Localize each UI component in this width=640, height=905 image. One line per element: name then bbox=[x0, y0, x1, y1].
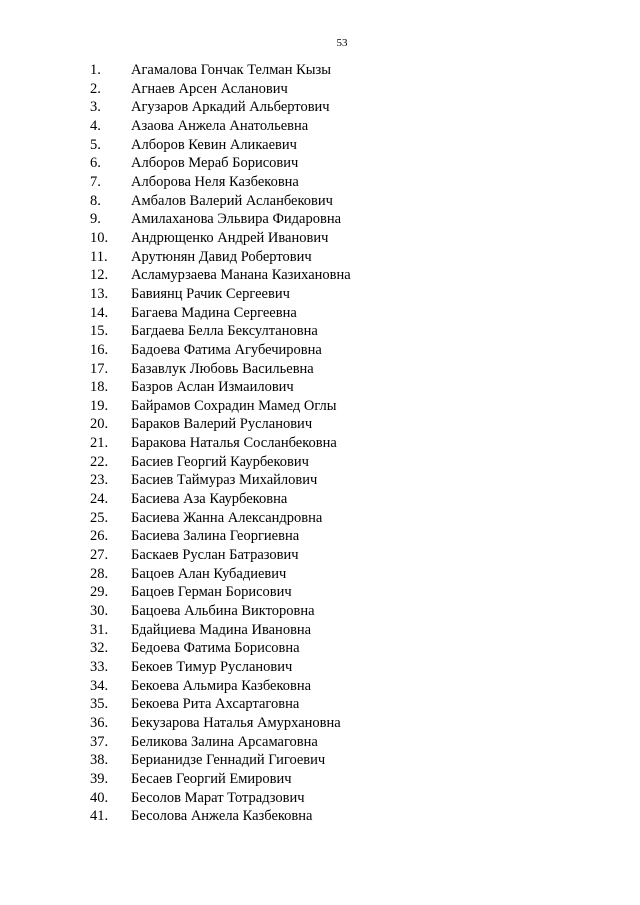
list-item-name: Берианидзе Геннадий Гигоевич bbox=[131, 752, 326, 769]
list-item bbox=[0, 509, 640, 528]
list-item bbox=[0, 677, 640, 696]
list-item-number: 13. bbox=[90, 285, 109, 302]
list-item bbox=[0, 415, 640, 434]
list-item bbox=[0, 192, 640, 211]
list-item-name: Басиева Залина Георгиевна bbox=[131, 528, 300, 545]
list-item bbox=[0, 565, 640, 584]
list-item-name: Бекузарова Наталья Амурхановна bbox=[131, 714, 341, 731]
list-item-name: Байрамов Сохрадин Мамед Оглы bbox=[131, 397, 337, 414]
list-item bbox=[0, 210, 640, 229]
list-item bbox=[0, 98, 640, 117]
list-item bbox=[0, 341, 640, 360]
list-item-name: Андрющенко Андрей Иванович bbox=[131, 229, 329, 246]
list-item-number: 5. bbox=[90, 136, 101, 153]
list-item-name: Басиева Аза Каурбековна bbox=[131, 491, 288, 508]
list-item-number: 18. bbox=[90, 379, 109, 396]
list-item-number: 32. bbox=[90, 640, 109, 657]
list-item-name: Бекоева Рита Ахсартаговна bbox=[131, 696, 300, 713]
list-item-number: 14. bbox=[90, 304, 109, 321]
list-item-name: Бдайциева Мадина Ивановна bbox=[131, 621, 312, 638]
list-item-number: 9. bbox=[90, 211, 101, 228]
list-item-number: 4. bbox=[90, 117, 101, 134]
list-item-name: Агамалова Гончак Телман Кызы bbox=[131, 62, 331, 78]
list-item-name: Базавлук Любовь Васильевна bbox=[131, 360, 314, 377]
list-item bbox=[0, 583, 640, 602]
list-item bbox=[0, 546, 640, 565]
list-item-number: 20. bbox=[90, 416, 109, 433]
list-item-number: 12. bbox=[90, 267, 109, 284]
list-item-number: 25. bbox=[90, 509, 109, 526]
list-item bbox=[0, 136, 640, 155]
list-item bbox=[0, 266, 640, 285]
list-item bbox=[0, 714, 640, 733]
list-item-number: 2. bbox=[90, 80, 101, 97]
list-item-name: Алборов Мераб Борисович bbox=[131, 155, 299, 172]
list-item-name: Багдаева Белла Бексултановна bbox=[131, 323, 318, 340]
list-item bbox=[0, 621, 640, 640]
list-item-name: Бесолов Марат Тотрадзович bbox=[131, 789, 305, 806]
list-item-name: Бедоева Фатима Борисовна bbox=[131, 640, 300, 657]
list-item bbox=[0, 378, 640, 397]
list-item bbox=[0, 639, 640, 658]
list-item-name: Азаова Анжела Анатольевна bbox=[131, 117, 309, 134]
list-item bbox=[0, 751, 640, 770]
list-item bbox=[0, 248, 640, 267]
list-item-number: 17. bbox=[90, 360, 109, 377]
list-item-name: Бацоев Алан Кубадиевич bbox=[131, 565, 287, 582]
list-item-number: 3. bbox=[90, 99, 101, 116]
list-item-name: Бавиянц Рачик Сергеевич bbox=[131, 285, 290, 302]
list-item-number: 19. bbox=[90, 397, 109, 414]
list-item-name: Алборов Кевин Аликаевич bbox=[131, 136, 297, 153]
list-item bbox=[0, 453, 640, 472]
list-item-name: Басиева Жанна Александровна bbox=[131, 509, 323, 526]
list-item-name: Беликова Залина Арсамаговна bbox=[131, 733, 318, 750]
list-item-number: 29. bbox=[90, 584, 109, 601]
list-item-number: 36. bbox=[90, 714, 109, 731]
list-item bbox=[0, 527, 640, 546]
list-item bbox=[0, 733, 640, 752]
list-item-number: 38. bbox=[90, 752, 109, 769]
page-number: 53 bbox=[336, 37, 348, 49]
list-item bbox=[0, 304, 640, 323]
list-item-number: 11. bbox=[90, 248, 108, 265]
list-item-number: 28. bbox=[90, 565, 109, 582]
list-item-name: Бекоева Альмира Казбековна bbox=[131, 677, 312, 694]
list-item bbox=[0, 360, 640, 379]
list-item-number: 16. bbox=[90, 341, 109, 358]
list-item-number: 31. bbox=[90, 621, 109, 638]
list-item-name: Агнаев Арсен Асланович bbox=[131, 80, 288, 97]
list-item bbox=[0, 322, 640, 341]
list-item bbox=[0, 807, 640, 826]
list-item bbox=[0, 397, 640, 416]
list-item-number: 35. bbox=[90, 696, 109, 713]
list-item bbox=[0, 789, 640, 808]
list-item bbox=[0, 434, 640, 453]
list-item-name: Амбалов Валерий Асланбекович bbox=[131, 192, 333, 209]
list-item-number: 41. bbox=[90, 808, 109, 825]
list-item-name: Бесаев Георгий Емирович bbox=[131, 770, 292, 787]
list-item-number: 27. bbox=[90, 547, 109, 564]
list-item-number: 8. bbox=[90, 192, 101, 209]
list-item-number: 21. bbox=[90, 435, 109, 452]
list-item-number: 33. bbox=[90, 659, 109, 675]
list-item bbox=[0, 602, 640, 621]
name-list bbox=[0, 61, 640, 826]
list-item-number: 37. bbox=[90, 733, 109, 750]
list-item-name: Багаева Мадина Сергеевна bbox=[131, 304, 297, 321]
list-item-number: 26. bbox=[90, 528, 109, 545]
list-item bbox=[0, 695, 640, 714]
list-item-number: 7. bbox=[90, 173, 101, 190]
list-item-number: 40. bbox=[90, 789, 109, 806]
list-item-number: 1. bbox=[90, 62, 101, 78]
list-item-name: Басиев Таймураз Михайлович bbox=[131, 472, 318, 489]
list-item-name: Асламурзаева Манана Казихановна bbox=[131, 267, 351, 284]
list-item-name: Бекоев Тимур Русланович bbox=[131, 659, 293, 675]
list-item-number: 22. bbox=[90, 453, 109, 470]
list-item bbox=[0, 173, 640, 192]
list-item bbox=[0, 490, 640, 509]
list-item bbox=[0, 154, 640, 173]
list-item bbox=[0, 80, 640, 99]
list-item bbox=[0, 229, 640, 248]
list-item-number: 24. bbox=[90, 491, 109, 508]
list-item-name: Бараков Валерий Русланович bbox=[131, 416, 313, 433]
list-item-name: Алборова Неля Казбековна bbox=[131, 173, 299, 190]
list-item bbox=[0, 61, 640, 80]
list-item-name: Бесолова Анжела Казбековна bbox=[131, 808, 313, 825]
list-item-number: 39. bbox=[90, 770, 109, 787]
list-item bbox=[0, 117, 640, 136]
list-item-name: Бацоева Альбина Викторовна bbox=[131, 603, 315, 620]
list-item bbox=[0, 658, 640, 677]
list-item-name: Бадоева Фатима Агубечировна bbox=[131, 341, 322, 358]
list-item-name: Базров Аслан Измаилович bbox=[131, 379, 294, 396]
list-item-name: Баракова Наталья Сосланбековна bbox=[131, 435, 337, 452]
list-item-number: 10. bbox=[90, 229, 109, 246]
list-item-number: 6. bbox=[90, 155, 101, 172]
list-item bbox=[0, 285, 640, 304]
list-item-number: 34. bbox=[90, 677, 109, 694]
list-item-name: Басиев Георгий Каурбекович bbox=[131, 453, 309, 470]
list-item-name: Агузаров Аркадий Альбертович bbox=[131, 99, 330, 116]
list-item-number: 23. bbox=[90, 472, 109, 489]
list-item-name: Арутюнян Давид Робертович bbox=[131, 248, 312, 265]
list-item-name: Амилаханова Эльвира Фидаровна bbox=[131, 211, 342, 228]
list-item-name: Баскаев Руслан Батразович bbox=[131, 547, 299, 564]
list-item-number: 15. bbox=[90, 323, 109, 340]
list-item-name: Бацоев Герман Борисович bbox=[131, 584, 292, 601]
list-item-number: 30. bbox=[90, 603, 109, 620]
list-item bbox=[0, 770, 640, 789]
list-item bbox=[0, 471, 640, 490]
